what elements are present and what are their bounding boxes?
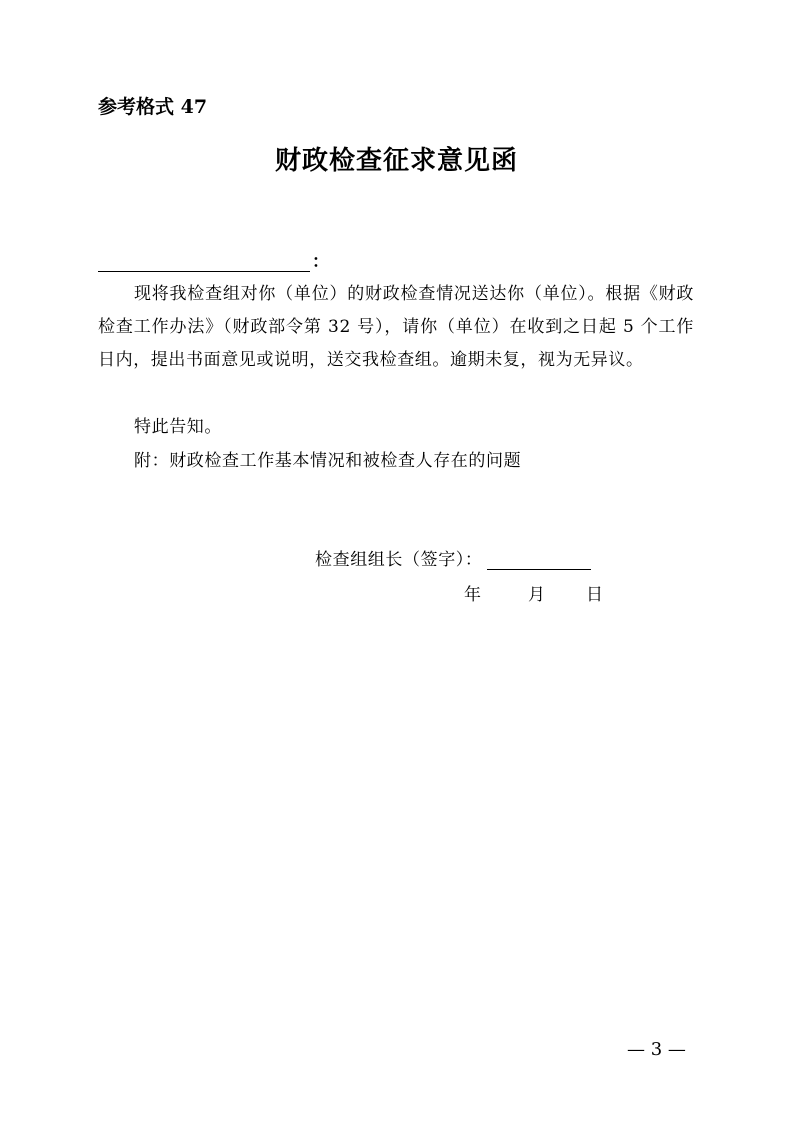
date-day-label: 日	[586, 585, 603, 605]
signature-row	[315, 545, 591, 570]
signature-blank-line[interactable]	[487, 552, 591, 570]
addressee-blank-line[interactable]	[98, 253, 310, 272]
closing-text: 特此告知。	[134, 417, 222, 437]
format-label: 参考格式 47	[98, 96, 208, 118]
body-paragraph: 现将我检查组对你（单位）的财政检查情况送达你（单位）。根据《财政检查工作办法》（财政部令第 32 号），请你（单位）在收到之日起 5 个工作日内，提出书面意见或说明，送交我检查组。逾期未复，视为无异议。	[98, 284, 694, 370]
date-year-label: 年	[464, 585, 481, 605]
attachment-text: 附：财政检查工作基本情况和被检查人存在的问题	[134, 451, 522, 471]
addressee-colon: ：	[312, 252, 329, 272]
date-month-label: 月	[528, 585, 545, 605]
document-title: 财政检查征求意见函	[274, 146, 518, 176]
page-number: — 3 —	[627, 1039, 686, 1060]
signature-label: 检查组组长（签字）：	[315, 550, 483, 570]
addressee-row	[98, 247, 329, 272]
